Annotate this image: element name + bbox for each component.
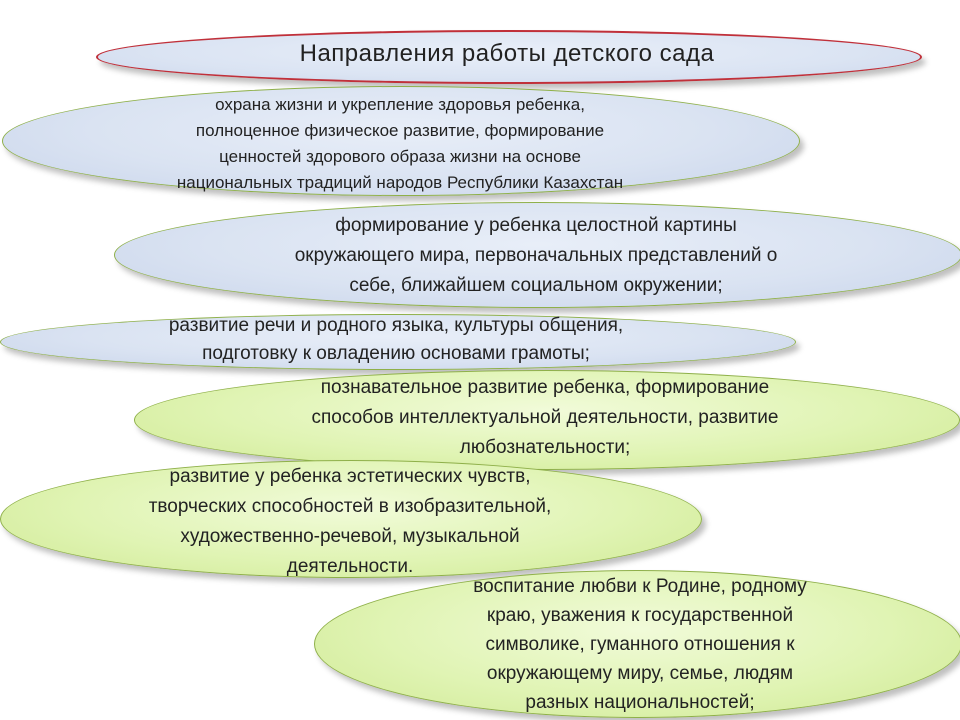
text-line: познавательное развитие ребенка, формирование: [320, 377, 770, 398]
direction-text-patriotism: [340, 572, 940, 717]
text-line: окружающего мира, первоначальных представлений о: [294, 245, 778, 266]
text-line: способов интеллектуальной деятельности, развитие: [311, 407, 779, 428]
text-line: подготовку к овладению основами грамоты;: [202, 343, 590, 364]
text-line: полноценное физическое развитие, формирование: [195, 121, 605, 140]
text-line: себе, ближайшем социальном окружении;: [349, 275, 723, 296]
text-line: любознательности;: [459, 437, 631, 458]
text-line: национальных традиций народов Республики Казахстан: [176, 173, 624, 192]
text-line: разных национальностей;: [525, 692, 755, 713]
text-line: художественно-речевой, музыкальной: [180, 526, 520, 547]
text-line: развитие речи и родного языка, культуры общения,: [168, 315, 624, 336]
direction-text-speech: [96, 312, 696, 368]
direction-text-worldview: [236, 211, 836, 301]
text-line: окружающему миру, семье, людям: [486, 663, 794, 684]
direction-text-aesthetic: [50, 462, 650, 582]
text-line: формирование у ребенка целостной картины: [335, 215, 737, 236]
direction-text-health: [100, 92, 700, 196]
page-title: Направления работы детского сада: [299, 40, 715, 67]
text-line: творческих способностей в изобразительной,: [148, 496, 552, 517]
text-line: деятельности.: [286, 556, 414, 577]
text-line: ценностей здорового образа жизни на основе: [219, 147, 581, 166]
direction-text-cognitive: [245, 373, 845, 463]
text-line: развитие у ребенка эстетических чувств,: [169, 466, 531, 487]
text-line: охрана жизни и укрепление здоровья ребенка,: [215, 95, 585, 114]
text-line: символике, гуманного отношения к: [485, 634, 795, 655]
text-line: воспитание любви к Родине, родному: [473, 576, 807, 597]
text-line: краю, уважения к государственной: [486, 605, 794, 626]
